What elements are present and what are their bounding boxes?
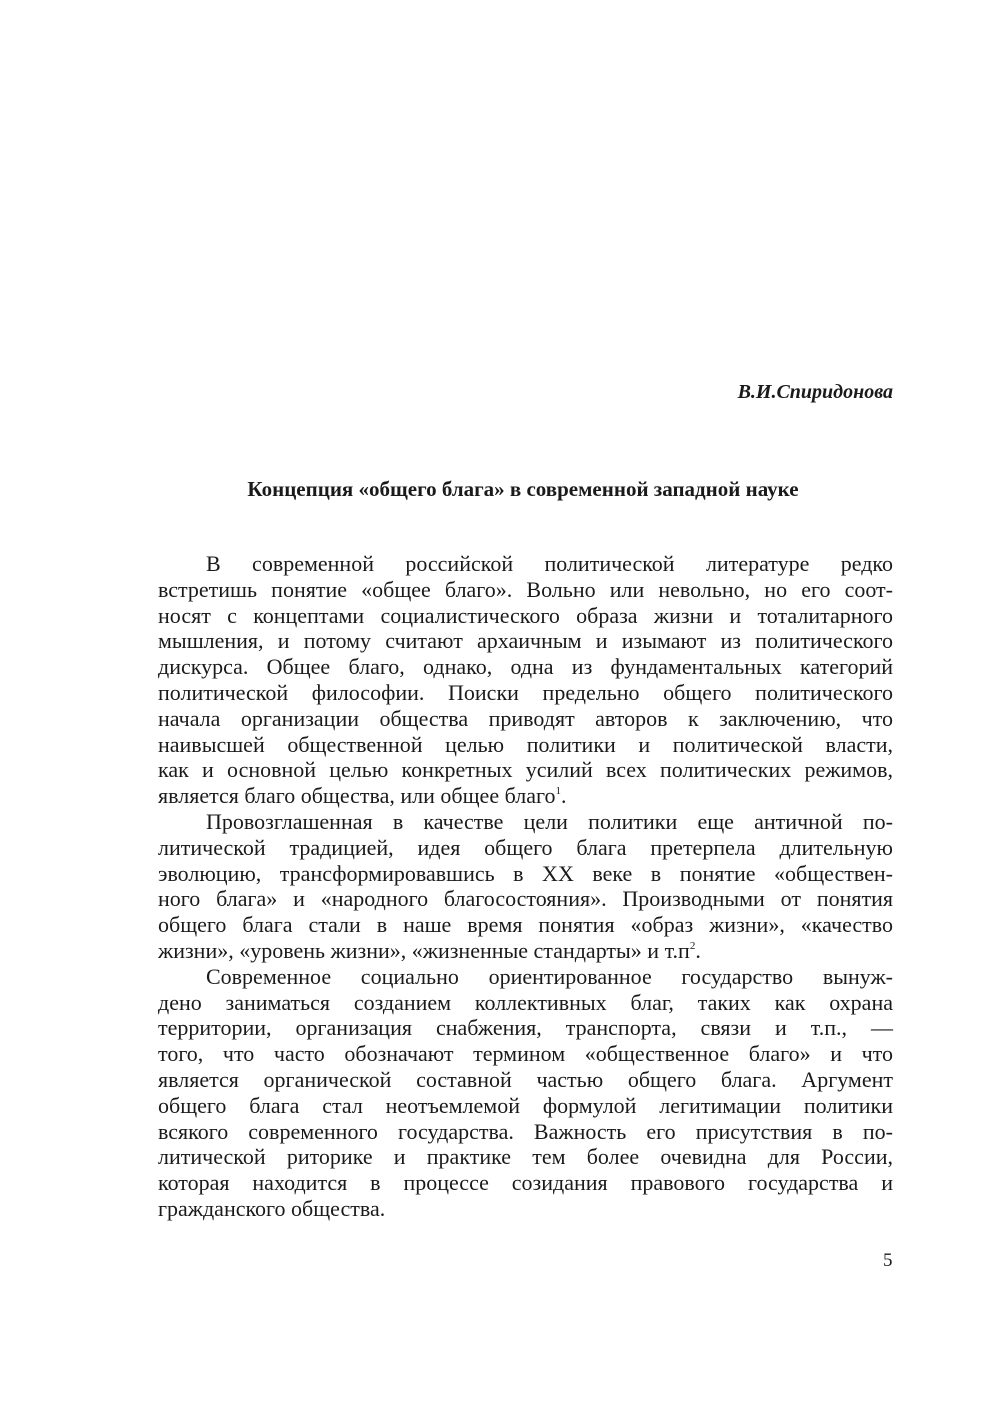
line-text: гражданского общества. bbox=[158, 1195, 386, 1221]
footnote-marker: 2 bbox=[689, 939, 696, 952]
text-line bbox=[158, 628, 893, 654]
text-line bbox=[158, 861, 893, 887]
text-line bbox=[158, 551, 893, 577]
line-text: ного блага» и «народного благосостояния». Производными от понятия bbox=[158, 886, 893, 912]
text-line bbox=[158, 1119, 893, 1145]
line-text: всякого современного государства. Важность его присутствия в по- bbox=[158, 1118, 893, 1144]
text-line bbox=[158, 603, 893, 629]
line-text: общего блага стали в наше время понятия «образ жизни», «качество bbox=[158, 912, 893, 938]
line-text: того, что часто обозначают термином «общественное благо» и что bbox=[158, 1041, 893, 1067]
text-line bbox=[158, 964, 893, 990]
text-line bbox=[158, 1144, 893, 1170]
text-line bbox=[158, 809, 893, 835]
line-text: территории, организация снабжения, транспорта, связи и т.п., — bbox=[158, 1015, 893, 1041]
article-body bbox=[158, 551, 893, 1222]
text-line bbox=[158, 835, 893, 861]
page-number: 5 bbox=[883, 1250, 893, 1271]
article-title: Концепция «общего блага» в современной западной науке bbox=[247, 477, 799, 501]
line-text: литической традицией, идея общего блага претерпела длительную bbox=[158, 834, 893, 860]
line-punctuation: . bbox=[695, 937, 701, 963]
text-line bbox=[158, 1093, 893, 1119]
line-text: как и основной целью конкретных усилий всех политических режимов, bbox=[158, 757, 893, 783]
text-line bbox=[158, 654, 893, 680]
line-text: встретишь понятие «общее благо». Вольно или невольно, но его соот- bbox=[158, 576, 893, 602]
line-text: является органической составной частью общего блага. Аргумент bbox=[158, 1066, 893, 1092]
text-line bbox=[158, 886, 893, 912]
line-text: наивысшей общественной целью политики и политической власти, bbox=[158, 731, 893, 757]
text-line bbox=[158, 938, 893, 964]
text-line bbox=[158, 1196, 893, 1222]
paragraph bbox=[158, 964, 893, 1222]
line-text: начала организации общества приводят авторов к заключению, что bbox=[158, 705, 893, 731]
line-text: жизни», «уровень жизни», «жизненные стандарты» и т.п bbox=[158, 937, 690, 963]
line-text: мышления, и потому считают архаичным и изымают из политического bbox=[158, 628, 893, 654]
line-text: носят с концептами социалистического образа жизни и тоталитарного bbox=[158, 602, 893, 628]
paragraph bbox=[158, 809, 893, 964]
text-line bbox=[158, 1015, 893, 1041]
text-line bbox=[158, 1067, 893, 1093]
line-text: которая находится в процессе созидания правового государства и bbox=[158, 1170, 893, 1196]
line-text: Современное социально ориентированное государство вынуж- bbox=[206, 963, 893, 989]
text-line bbox=[158, 783, 893, 809]
text-line bbox=[158, 990, 893, 1016]
text-line bbox=[158, 706, 893, 732]
line-text: политической философии. Поиски предельно общего политического bbox=[158, 679, 893, 705]
text-line bbox=[158, 732, 893, 758]
line-text: эволюцию, трансформировавшись в XX веке в понятие «обществен- bbox=[158, 860, 893, 886]
line-punctuation: . bbox=[560, 783, 567, 809]
line-text: является благо общества, или общее благо bbox=[158, 783, 556, 809]
line-text: общего блага стал неотъемлемой формулой легитимации политики bbox=[158, 1092, 893, 1118]
footnote-marker: 1 bbox=[555, 785, 561, 798]
text-line bbox=[158, 912, 893, 938]
text-line bbox=[158, 757, 893, 783]
text-line bbox=[158, 680, 893, 706]
line-text: литической риторике и практике тем более очевидна для России, bbox=[158, 1144, 893, 1170]
text-line bbox=[158, 1041, 893, 1067]
text-line bbox=[158, 1170, 893, 1196]
text-line bbox=[158, 577, 893, 603]
paragraph bbox=[158, 551, 893, 809]
line-text: дено заниматься созданием коллективных благ, таких как охрана bbox=[158, 989, 893, 1015]
author-name: В.И.Спиридонова bbox=[737, 381, 893, 403]
line-text: В современной российской политической литературе редко bbox=[206, 551, 893, 576]
line-text: Провозглашенная в качестве цели политики еще античной по- bbox=[206, 808, 893, 834]
line-text: дискурса. Общее благо, однако, одна из фундаментальных категорий bbox=[158, 654, 893, 680]
